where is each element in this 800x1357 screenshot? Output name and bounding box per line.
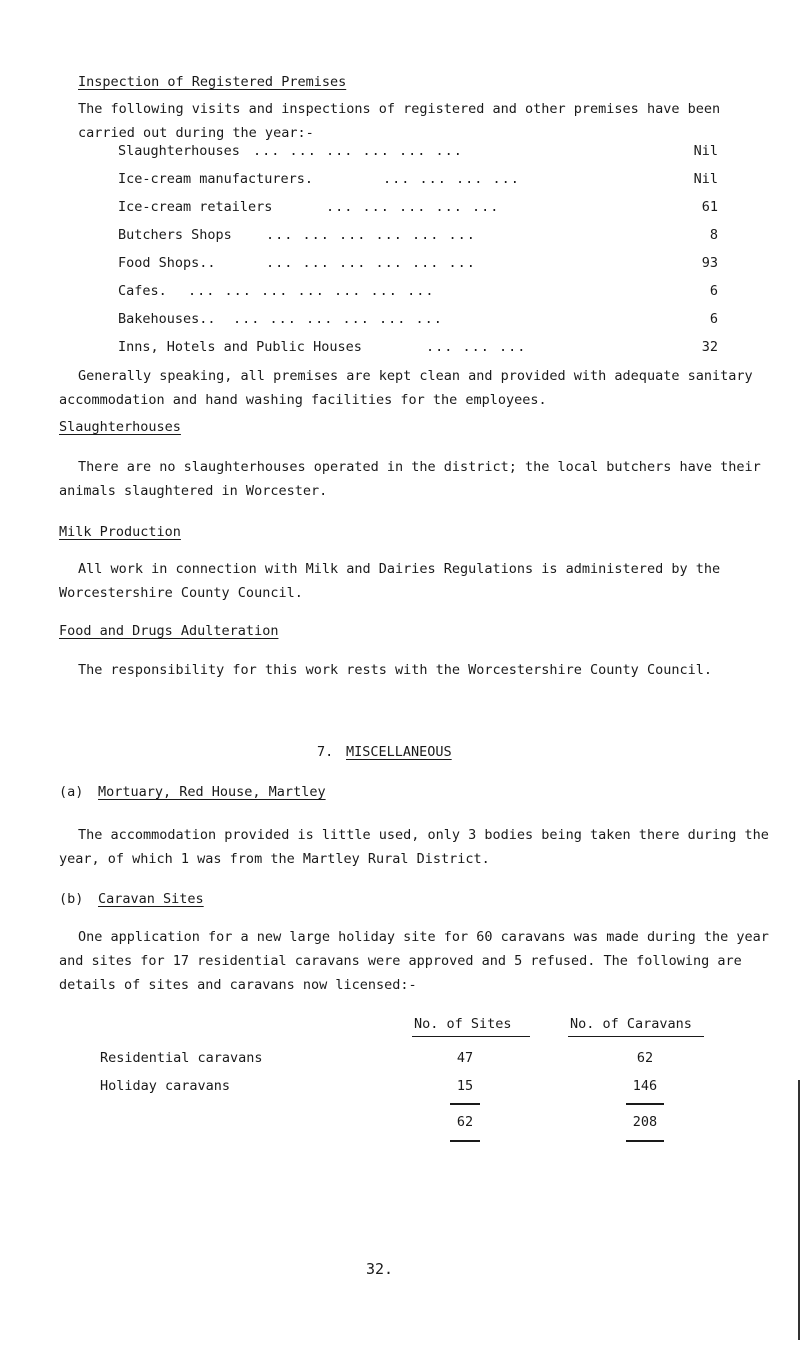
- item-value: 6: [709, 311, 718, 327]
- list-item: [118, 173, 718, 193]
- col-header-sites: No. of Sites: [414, 1016, 512, 1032]
- item-label: Cafes.: [118, 283, 167, 299]
- table-row-label: Holiday caravans: [100, 1078, 231, 1094]
- item-dots: ... ... ... ... ... ...: [253, 143, 463, 159]
- item-label: Butchers Shops: [118, 227, 232, 243]
- item-value: 6: [709, 283, 718, 299]
- item-dots: ... ... ... ...: [383, 171, 520, 187]
- item-label: Bakehouses..: [118, 311, 216, 327]
- item-dots: ... ... ... ... ... ...: [233, 311, 443, 327]
- total-sites: 62: [456, 1114, 474, 1130]
- total-rule: [626, 1140, 664, 1142]
- inspection-heading: Inspection of Registered Premises: [78, 74, 347, 90]
- list-item: [118, 201, 718, 221]
- slaughterhouses-text: There are no slaughterhouses operated in the district; the local butchers have their animals slaughtered in Worcester.: [59, 459, 761, 499]
- table-cell: 15: [456, 1078, 474, 1094]
- mortuary-text: The accommodation provided is little used, only 3 bodies being taken there during the year, of which 1 was from the Martley Rural District.: [59, 827, 769, 867]
- table-cell: 146: [632, 1078, 658, 1094]
- item-dots: ... ... ... ... ... ...: [266, 227, 476, 243]
- item-value: 8: [709, 227, 718, 243]
- total-rule: [450, 1140, 480, 1142]
- list-item: [118, 257, 718, 277]
- total-rule: [626, 1103, 664, 1105]
- col-header-caravans: No. of Caravans: [570, 1016, 692, 1032]
- inspection-intro: The following visits and inspections of registered and other premises have been carried out during the year:-: [78, 101, 721, 141]
- list-item: [118, 229, 718, 249]
- item-label: Inns, Hotels and Public Houses: [118, 339, 362, 355]
- subsection-marker: (a): [59, 784, 84, 800]
- list-item: [118, 145, 718, 165]
- food-text: The responsibility for this work rests with the Worcestershire County Council.: [78, 662, 712, 678]
- item-value: 61: [701, 199, 718, 215]
- item-value: 32: [701, 339, 718, 355]
- item-label: Ice-cream retailers: [118, 199, 273, 215]
- list-item: [118, 341, 718, 361]
- item-dots: ... ... ... ... ... ... ...: [188, 283, 435, 299]
- item-value: 93: [701, 255, 718, 271]
- total-rule: [450, 1103, 480, 1105]
- item-dots: ... ... ...: [426, 339, 527, 355]
- slaughterhouses-heading: Slaughterhouses: [59, 419, 181, 435]
- item-label: Slaughterhouses: [118, 143, 240, 159]
- mortuary-heading: Mortuary, Red House, Martley: [98, 784, 326, 800]
- item-dots: ... ... ... ... ...: [326, 199, 500, 215]
- inspection-summary: Generally speaking, all premises are kept clean and provided with adequate sanitary accommodation and hand washing facilities for the employees.: [59, 368, 753, 408]
- milk-text: All work in connection with Milk and Dairies Regulations is administered by the Worcestershire County Council.: [59, 561, 721, 601]
- header-underline: [568, 1036, 704, 1037]
- header-underline: [412, 1036, 530, 1037]
- list-item: [118, 313, 718, 333]
- table-cell: 62: [636, 1050, 654, 1066]
- total-caravans: 208: [632, 1114, 658, 1130]
- item-value: Nil: [693, 171, 718, 187]
- section-heading: MISCELLANEOUS: [346, 744, 452, 760]
- item-dots: ... ... ... ... ... ...: [266, 255, 476, 271]
- caravan-text: One application for a new large holiday site for 60 caravans was made during the year and sites for 17 residential caravans were approved and 5 refused. The following are details of sites and caravans now licensed:-: [59, 929, 769, 993]
- caravan-heading: Caravan Sites: [98, 891, 204, 907]
- item-label: Ice-cream manufacturers.: [118, 171, 314, 187]
- food-heading: Food and Drugs Adulteration: [59, 623, 279, 639]
- list-item: [118, 285, 718, 305]
- table-cell: 47: [456, 1050, 474, 1066]
- item-label: Food Shops..: [118, 255, 216, 271]
- subsection-marker: (b): [59, 891, 84, 907]
- item-value: Nil: [693, 143, 718, 159]
- table-row-label: Residential caravans: [100, 1050, 263, 1066]
- section-number: 7.: [317, 744, 334, 760]
- page-number: 32.: [366, 1260, 394, 1278]
- milk-heading: Milk Production: [59, 524, 181, 540]
